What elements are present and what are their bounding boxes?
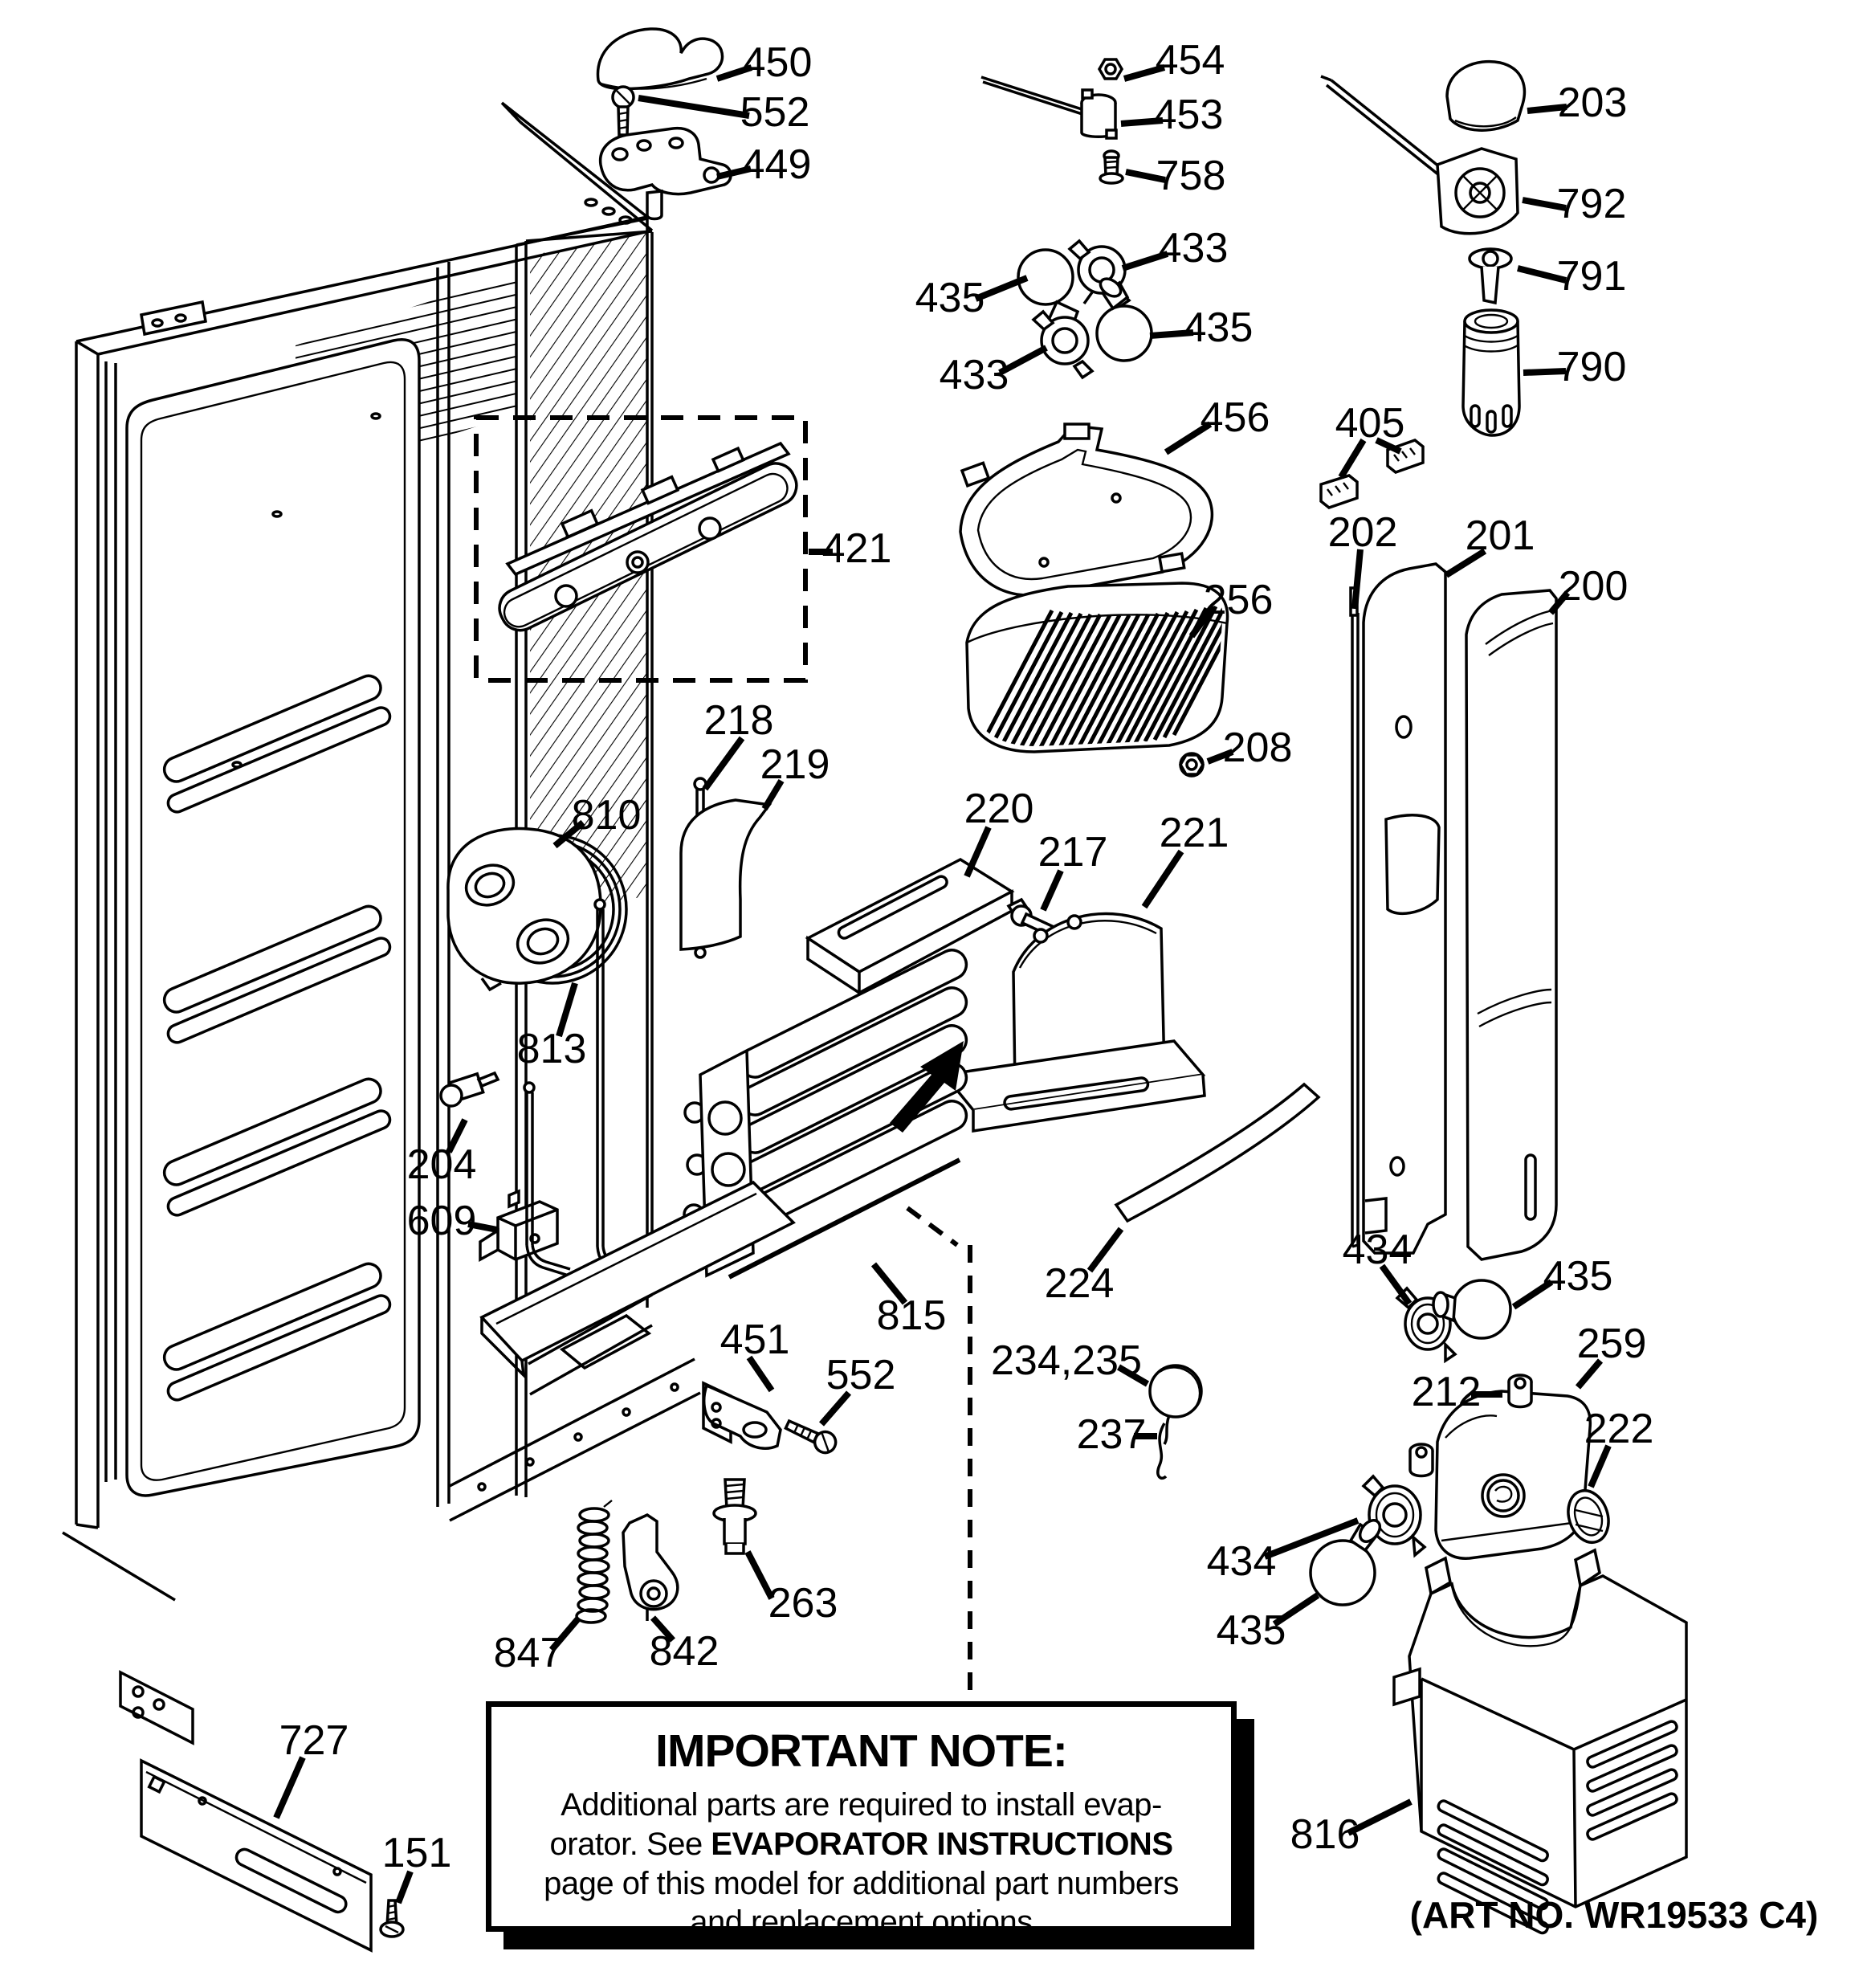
- callout-202: 202: [1327, 509, 1398, 556]
- part-405-clips: [1321, 440, 1423, 508]
- callout-234-235: 234,235: [991, 1337, 1142, 1384]
- part-434-socket-lower: [1364, 1476, 1425, 1555]
- callout-449: 449: [741, 141, 812, 188]
- callout-456: 456: [1200, 394, 1270, 441]
- callout-221: 221: [1159, 810, 1229, 856]
- note-line1: Additional parts are required to install evap-: [561, 1787, 1162, 1823]
- leader-line-727: [276, 1757, 303, 1818]
- callout-222: 222: [1584, 1406, 1654, 1452]
- callout-434-b: 434: [1206, 1538, 1277, 1585]
- callout-263: 263: [768, 1580, 838, 1627]
- cabinet-top-hinge-tab: [141, 302, 206, 334]
- callout-792: 792: [1556, 181, 1627, 227]
- callout-552-top: 552: [740, 89, 810, 136]
- callout-433-a: 433: [1158, 225, 1229, 271]
- callout-758: 758: [1156, 153, 1226, 199]
- part-200-cover-panel: [1466, 590, 1556, 1259]
- part-151-screw: [381, 1900, 403, 1937]
- callout-203: 203: [1557, 80, 1628, 126]
- callout-200: 200: [1558, 563, 1629, 610]
- leader-line-217: [1043, 871, 1061, 910]
- bottom-rail-holes: [479, 1384, 678, 1490]
- part-202-trim-strip: [1351, 588, 1358, 1247]
- important-note-box: [486, 1701, 1237, 1941]
- leader-line-221: [1144, 851, 1181, 907]
- part-842-lever: [623, 1515, 678, 1621]
- note-title: IMPORTANT NOTE:: [655, 1725, 1067, 1777]
- callout-435-b: 435: [1183, 304, 1254, 351]
- part-263-plug: [714, 1480, 756, 1553]
- part-259-light-shield: [1436, 1391, 1590, 1558]
- callout-435-d: 435: [1216, 1607, 1286, 1654]
- callout-453: 453: [1153, 92, 1224, 138]
- part-609-switch: [480, 1191, 557, 1259]
- part-203-filter-cap: [1447, 62, 1524, 131]
- part-816-evaporator-cover: [1394, 1550, 1686, 1935]
- note-line3: page of this model for additional part numbers: [544, 1865, 1179, 1901]
- callout-224: 224: [1044, 1260, 1115, 1307]
- dashed-pan-edge: [907, 1208, 957, 1245]
- callout-790: 790: [1556, 344, 1627, 390]
- callout-435-a: 435: [915, 275, 985, 321]
- water-tube: [1321, 76, 1444, 175]
- callout-220: 220: [964, 786, 1034, 832]
- callout-451: 451: [720, 1316, 790, 1363]
- part-435-bulb-upper-right: [1097, 276, 1152, 361]
- callout-813: 813: [516, 1026, 587, 1072]
- part-552-screw-top: [613, 87, 634, 135]
- callout-201: 201: [1465, 512, 1535, 559]
- callout-609: 609: [406, 1198, 477, 1244]
- callout-727: 727: [279, 1717, 349, 1764]
- part-791-filter-adapter: [1470, 249, 1511, 303]
- callout-815: 815: [876, 1292, 947, 1339]
- refrigerator-cabinet: [63, 103, 700, 1743]
- part-435-bulb-right-lower: [1311, 1517, 1384, 1605]
- part-451-bracket: [703, 1383, 781, 1448]
- callout-552-mid: 552: [826, 1352, 896, 1398]
- back-right-edges: [647, 218, 652, 1308]
- callout-816: 816: [1290, 1811, 1360, 1858]
- callout-237: 237: [1076, 1411, 1147, 1458]
- note-line4: and replacement options: [690, 1904, 1033, 1941]
- callout-208: 208: [1222, 725, 1293, 771]
- callout-405: 405: [1335, 400, 1405, 447]
- callout-791: 791: [1556, 253, 1627, 300]
- callout-847: 847: [493, 1630, 564, 1676]
- leader-line-218: [705, 738, 742, 789]
- part-433-socket-lower: [1033, 312, 1092, 378]
- callout-212: 212: [1411, 1369, 1482, 1415]
- callout-151: 151: [381, 1830, 452, 1876]
- callout-217: 217: [1037, 829, 1108, 876]
- note-line2-normal: orator. See: [549, 1826, 711, 1862]
- part-453-rod-and-clamp: [981, 77, 1116, 138]
- part-792-filter-holder: [1437, 149, 1518, 234]
- callout-434-a: 434: [1342, 1227, 1413, 1273]
- note-line2-bold: EVAPORATOR INSTRUCTIONS: [711, 1826, 1173, 1862]
- callout-450: 450: [742, 39, 813, 86]
- part-790-filter-cartridge: [1463, 310, 1519, 435]
- callout-204: 204: [406, 1141, 477, 1188]
- part-758-screw: [1100, 151, 1123, 183]
- part-237-wire: [1158, 1423, 1166, 1478]
- callout-435-c: 435: [1543, 1253, 1613, 1300]
- callout-256: 256: [1203, 577, 1274, 623]
- art-number: (ART NO. WR19533 C4): [1409, 1894, 1819, 1936]
- callout-433-b: 433: [939, 352, 1009, 398]
- callout-259: 259: [1576, 1321, 1647, 1367]
- part-221-bucket: [944, 914, 1205, 1131]
- part-219-bracket: [681, 800, 769, 949]
- callout-421: 421: [821, 525, 892, 572]
- part-450-cover: [597, 29, 722, 89]
- leader-line-202: [1355, 549, 1360, 609]
- callout-810: 810: [571, 792, 642, 839]
- callout-842: 842: [649, 1628, 720, 1675]
- part-727-kickplate: [141, 1761, 371, 1950]
- part-234-235-sensor: [1150, 1365, 1201, 1444]
- door-hinge-edges: [106, 361, 116, 1482]
- callout-218: 218: [703, 697, 774, 744]
- part-208-nut: [1180, 753, 1203, 776]
- callout-454: 454: [1155, 37, 1225, 84]
- note-body: [491, 1786, 1231, 1942]
- part-201-cover-panel: [1364, 564, 1445, 1253]
- part-552-screw-mid: [783, 1415, 839, 1456]
- leader-line-552-top: [638, 98, 749, 116]
- part-847-spring: [577, 1500, 612, 1623]
- part-454-nut: [1099, 59, 1122, 79]
- callout-219: 219: [760, 741, 830, 788]
